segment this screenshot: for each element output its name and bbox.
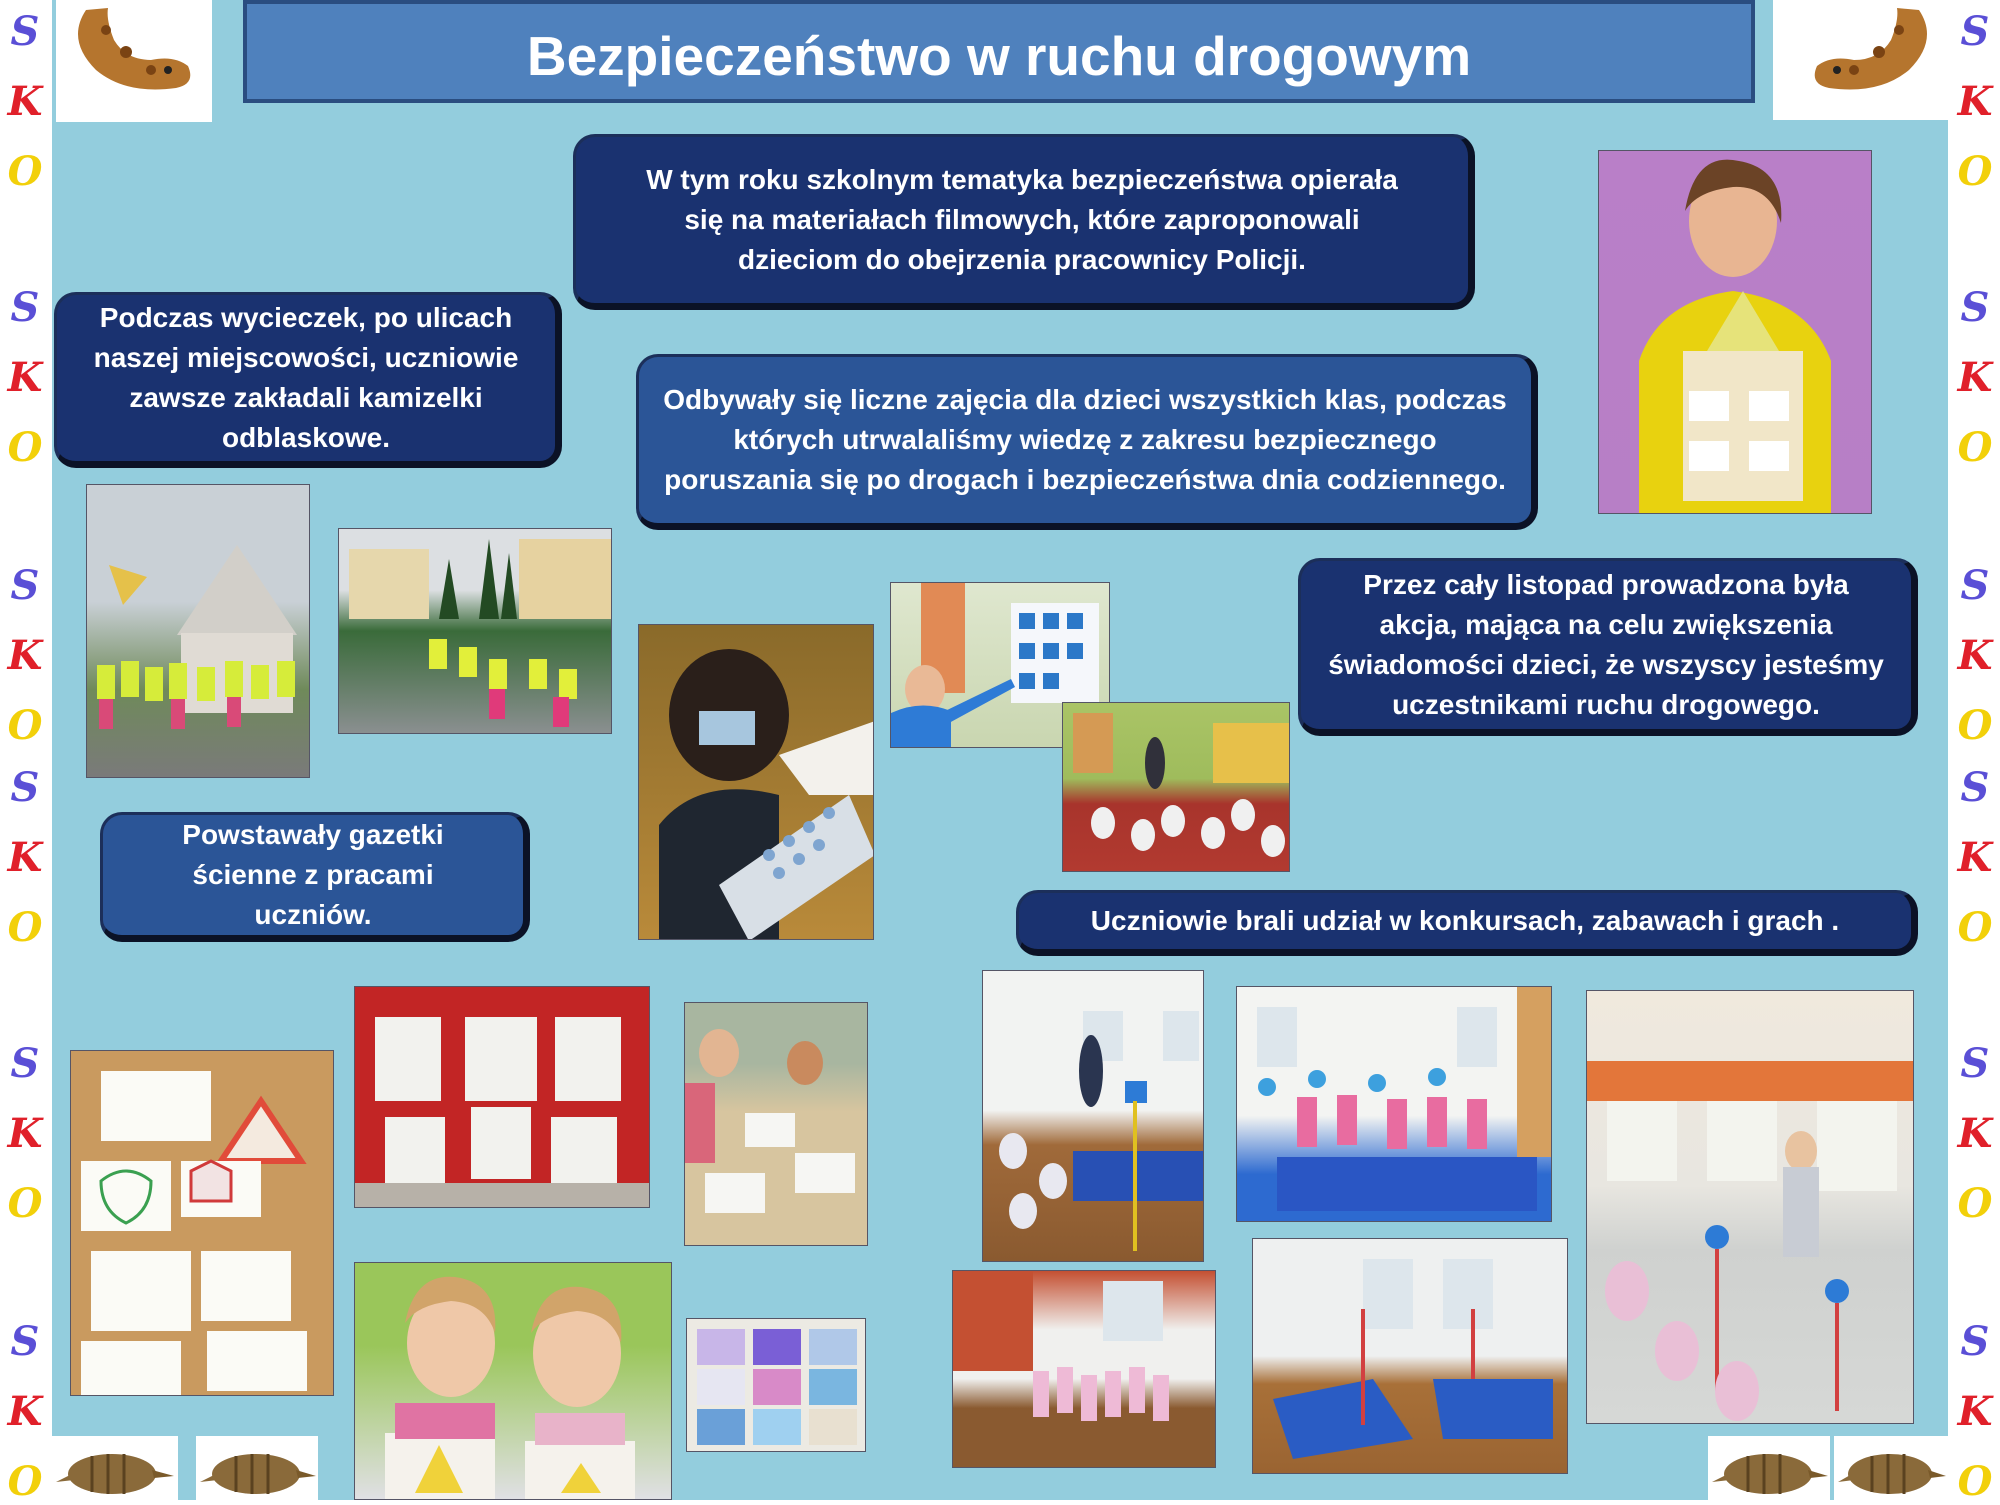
- side-letter: K: [7, 1110, 43, 1157]
- photo-gym-kids-dancing: [952, 1270, 1216, 1468]
- photo-class-on-carpet: [1062, 702, 1290, 872]
- side-letter: O: [7, 148, 43, 195]
- side-letter: S: [1960, 562, 1990, 609]
- photo-gym-empty-mats: [1252, 1238, 1568, 1474]
- side-letter: S: [1960, 8, 1990, 55]
- giraffe-icon: [56, 0, 212, 122]
- text-box-contests: Uczniowie brali udział w konkursach, zabawach i grach .: [1016, 890, 1918, 956]
- photo-girls-holding-signs: [354, 1262, 672, 1500]
- text-box-wall: Powstawały gazetki ścienne z pracami uczniów.: [100, 812, 530, 942]
- left-letter-column: [0, 0, 50, 1505]
- side-letter: S: [10, 284, 40, 331]
- giraffe-icon: [1773, 0, 1949, 120]
- side-letter: S: [1960, 764, 1990, 811]
- side-letter: O: [7, 1458, 43, 1505]
- side-letter: K: [7, 1388, 43, 1435]
- side-letter: K: [7, 632, 43, 679]
- side-letter: O: [1957, 1458, 1993, 1505]
- photo-child-with-road-worksheet: [638, 624, 874, 940]
- photo-trip-street-walk: [338, 528, 612, 734]
- side-letter: K: [1957, 354, 1993, 401]
- side-letter: K: [1957, 632, 1993, 679]
- text-box-films: W tym roku szkolnym tematyka bezpieczeństwa opierała się na materiałach filmowych, które zaproponowali dzieciom do obejrzenia pracownicy Policji.: [573, 134, 1475, 310]
- side-letter: K: [7, 354, 43, 401]
- side-letter: S: [10, 1318, 40, 1365]
- armadillo-icon: [196, 1436, 318, 1500]
- side-letter: S: [1960, 1040, 1990, 1087]
- side-letter: S: [1960, 1318, 1990, 1365]
- side-letter: S: [1960, 284, 1990, 331]
- photo-classroom-sign-game: [1586, 990, 1914, 1424]
- side-letter: O: [1957, 148, 1993, 195]
- side-letter: O: [1957, 1180, 1993, 1227]
- side-letter: K: [1957, 1110, 1993, 1157]
- photo-board-road-signs: [70, 1050, 334, 1396]
- photo-girl-with-road-signs: [1598, 150, 1872, 514]
- page-title: Bezpieczeństwo w ruchu drogowym: [526, 25, 1472, 87]
- title-bar: [243, 0, 1755, 103]
- photo-gym-kids-on-mats: [982, 970, 1204, 1262]
- photo-trip-group-by-house: [86, 484, 310, 778]
- photo-children-drawing-at-table: [684, 1002, 868, 1246]
- side-letter: K: [1957, 834, 1993, 881]
- side-letter: K: [7, 834, 43, 881]
- armadillo-icon: [1834, 1436, 1948, 1500]
- side-letter: K: [7, 78, 43, 125]
- text-box-classes: Odbywały się liczne zajęcia dla dzieci wszystkich klas, podczas których utrwalaliśmy wiedzę z zakresu bezpiecznego poruszania się po drogach i bezpieczeństwa dnia codziennego.: [636, 354, 1538, 530]
- side-letter: S: [10, 562, 40, 609]
- side-letter: S: [10, 8, 40, 55]
- side-letter: O: [7, 904, 43, 951]
- side-letter: O: [1957, 904, 1993, 951]
- side-letter: O: [7, 702, 43, 749]
- side-letter: K: [1957, 1388, 1993, 1435]
- text-box-trips: Podczas wycieczek, po ulicach naszej miejscowości, uczniowie zawsze zakładali kamizelki odblaskowe.: [54, 292, 562, 468]
- armadillo-icon: [52, 1436, 178, 1500]
- side-letter: S: [10, 1040, 40, 1087]
- text-box-november: Przez cały listopad prowadzona była akcja, mająca na celu zwiększenia świadomości dzieci, że wszyscy jesteśmy uczestnikami ruchu drogowego.: [1298, 558, 1918, 736]
- photo-gym-group-with-sign-poles: [1236, 986, 1552, 1222]
- armadillo-icon: [1708, 1436, 1830, 1500]
- photo-red-wall-newspaper: [354, 986, 650, 1208]
- right-letter-column: [1950, 0, 2000, 1505]
- side-letter: O: [1957, 424, 1993, 471]
- side-letter: O: [7, 1180, 43, 1227]
- side-letter: O: [7, 424, 43, 471]
- side-letter: K: [1957, 78, 1993, 125]
- side-letter: S: [10, 764, 40, 811]
- photo-colorful-drawings: [686, 1318, 866, 1452]
- side-letter: O: [1957, 702, 1993, 749]
